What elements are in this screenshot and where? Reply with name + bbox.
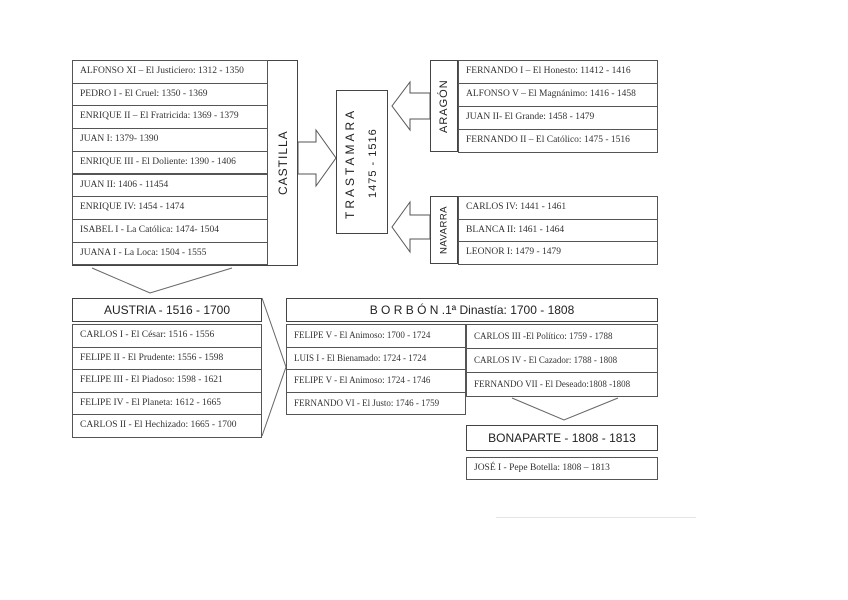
list-item: FELIPE IV - El Planeta: 1612 - 1665 — [72, 392, 262, 416]
list-item: CARLOS II - El Hechizado: 1665 - 1700 — [72, 414, 262, 438]
list-item: FELIPE III - El Piadoso: 1598 - 1621 — [72, 369, 262, 393]
borbon-to-bonaparte-chevron — [512, 398, 618, 420]
list-item: ISABEL I - La Católica: 1474- 1504 — [72, 219, 268, 243]
list-item: FERNANDO VI - El Justo: 1746 - 1759 — [286, 392, 466, 416]
list-item: CARLOS I - El César: 1516 - 1556 — [72, 324, 262, 348]
borbon-header: B O R B Ó N .1ª Dinastía: 1700 - 1808 — [286, 298, 658, 322]
list-item: CARLOS III -El Político: 1759 - 1788 — [466, 324, 658, 349]
castilla-label: CASTILLA — [276, 130, 290, 196]
list-item: FELIPE V - El Animoso: 1724 - 1746 — [286, 369, 466, 393]
list-item: JUANA I - La Loca: 1504 - 1555 — [72, 242, 268, 266]
list-item: FELIPE II - El Prudente: 1556 - 1598 — [72, 347, 262, 371]
list-item: BLANCA II: 1461 - 1464 — [458, 219, 658, 243]
list-item: JOSÉ I - Pepe Botella: 1808 – 1813 — [466, 457, 658, 480]
list-item: PEDRO I - El Cruel: 1350 - 1369 — [72, 83, 268, 107]
list-item: JUAN I: 1379- 1390 — [72, 128, 268, 152]
list-item: ENRIQUE III - El Doliente: 1390 - 1406 — [72, 151, 268, 175]
navarra-label: NAVARRA — [438, 205, 450, 255]
list-item: LEONOR I: 1479 - 1479 — [458, 241, 658, 265]
aragon-label: ARAGÓN — [438, 79, 450, 133]
list-item: ENRIQUE II – El Fratricida: 1369 - 1379 — [72, 105, 268, 129]
list-item: JUAN II- El Grande: 1458 - 1479 — [458, 106, 658, 130]
list-item: FERNANDO VII - El Deseado:1808 -1808 — [466, 372, 658, 397]
aragon-to-trastamara-arrow — [392, 82, 430, 130]
castilla-to-austria-chevron — [92, 268, 232, 293]
list-item: CARLOS IV - El Cazador: 1788 - 1808 — [466, 348, 658, 373]
list-item: FELIPE V - El Animoso: 1700 - 1724 — [286, 324, 466, 348]
list-item: CARLOS IV: 1441 - 1461 — [458, 196, 658, 220]
trastamara-name: TRASTAMARA — [343, 107, 357, 219]
trastamara-years: 1475 - 1516 — [367, 128, 379, 198]
list-item: FERNANDO I – El Honesto: 11412 - 1416 — [458, 60, 658, 84]
bonaparte-header: BONAPARTE - 1808 - 1813 — [466, 425, 658, 451]
austria-to-borbon-chevron — [262, 298, 286, 436]
list-item: ALFONSO XI – El Justiciero: 1312 - 1350 — [72, 60, 268, 84]
list-item: LUIS I - El Bienamado: 1724 - 1724 — [286, 347, 466, 371]
scan-artifact-line — [496, 517, 696, 518]
list-item: FERNANDO II – El Católico: 1475 - 1516 — [458, 129, 658, 153]
castilla-to-trastamara-arrow — [298, 130, 336, 186]
list-item: ALFONSO V – El Magnánimo: 1416 - 1458 — [458, 83, 658, 107]
navarra-to-trastamara-arrow — [392, 202, 430, 252]
list-item: ENRIQUE IV: 1454 - 1474 — [72, 196, 268, 220]
austria-header: AUSTRIA - 1516 - 1700 — [72, 298, 262, 322]
list-item: JUAN II: 1406 - 11454 — [72, 174, 268, 198]
trastamara-box — [336, 90, 388, 234]
